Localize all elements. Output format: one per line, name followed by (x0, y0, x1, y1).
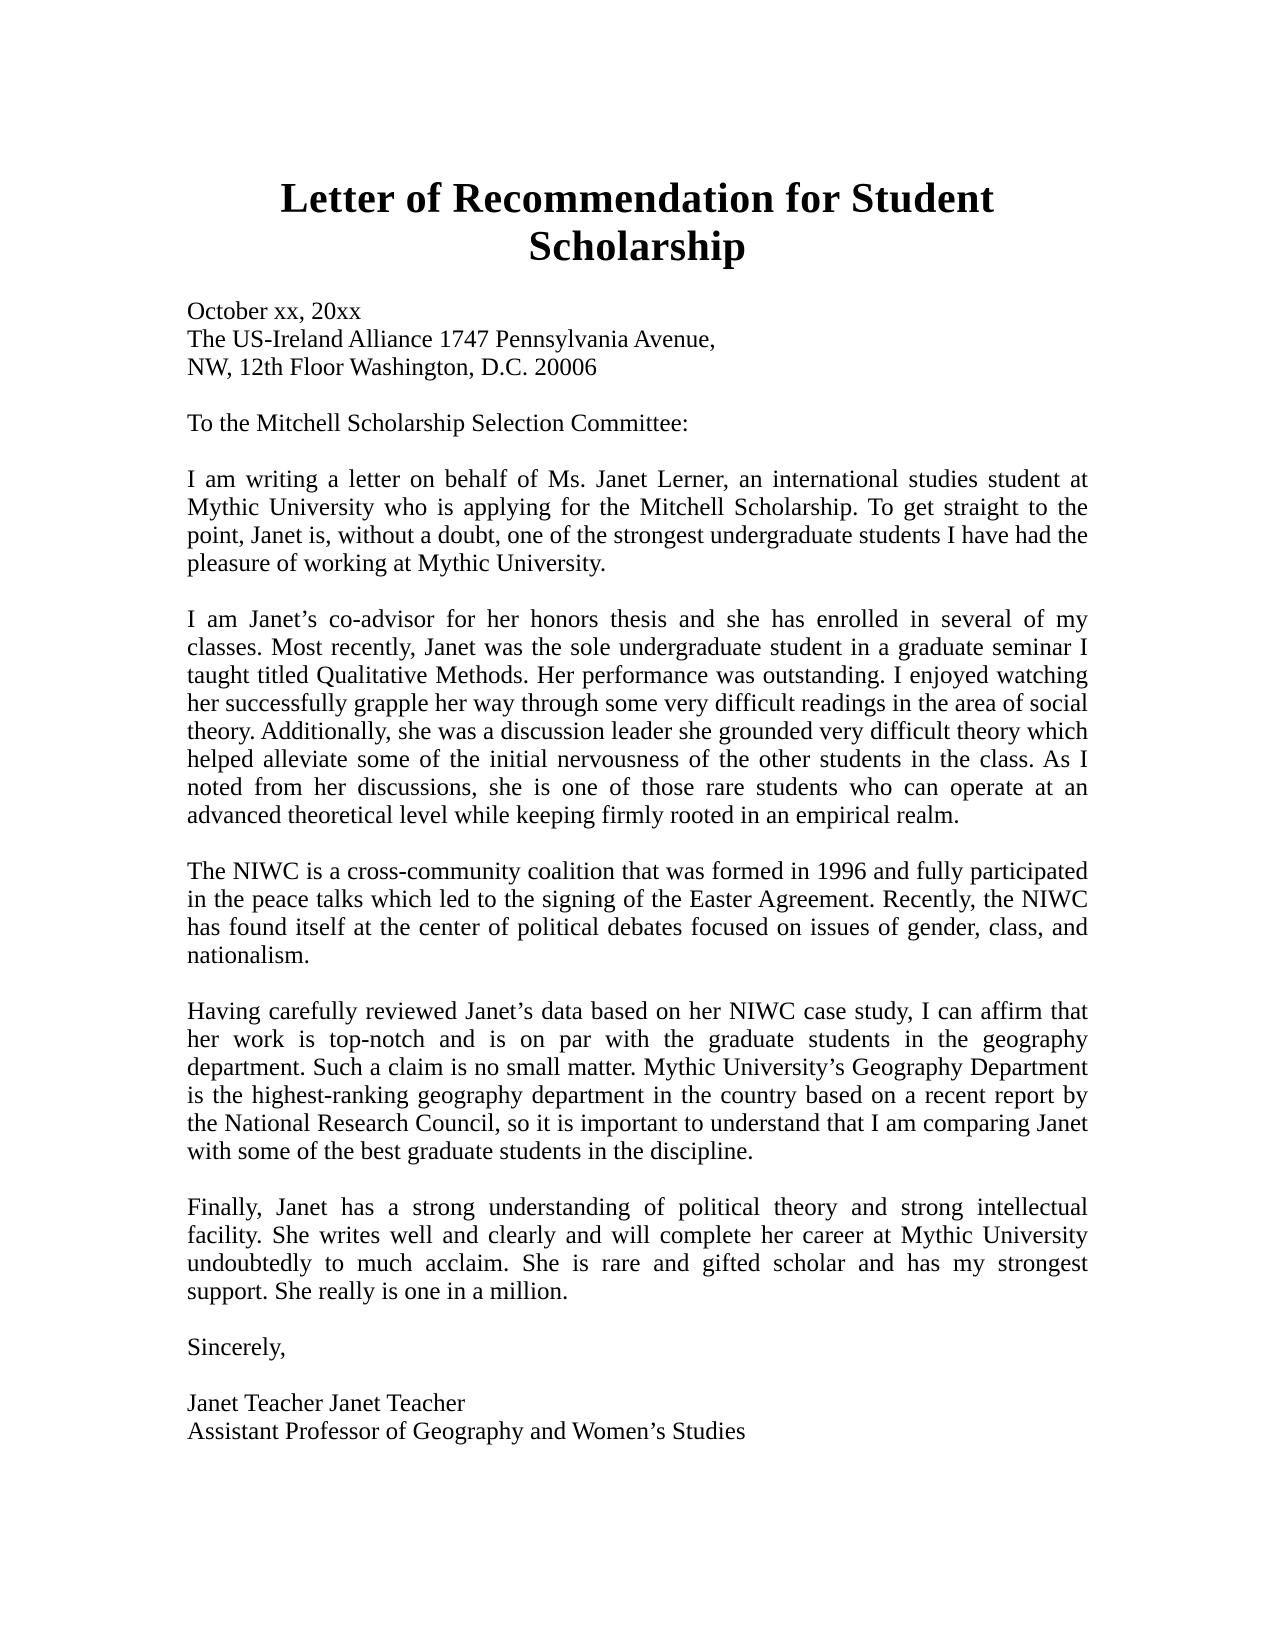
date-address-block (187, 298, 1088, 382)
signature-block (187, 1390, 1088, 1446)
paragraph-niwc: The NIWC is a cross-community coalition that was formed in 1996 and fully participated in the peace talks which led to the signing of the Easter Agreement. Recently, the NIWC has found itself at the center of political debates focused on issues of gender, class, and nationalism. (187, 858, 1088, 969)
date-line: October xx, 20xx (187, 298, 362, 325)
salutation: To the Mitchell Scholarship Selection Committee: (187, 410, 689, 437)
signature-title: Assistant Professor of Geography and Women’s Studies (187, 1418, 746, 1445)
address-line-1: The US-Ireland Alliance 1747 Pennsylvania Avenue, (187, 326, 716, 353)
letter-title: Letter of Recommendation for Student Scholarship (280, 176, 995, 270)
paragraph-assessment: Having carefully reviewed Janet’s data based on her NIWC case study, I can affirm that her work is top-notch and is on par with the graduate students in the geography department. Such a claim is no small matter. Mythic University’s Geography Department is the highest-ranking geography department in the country based on a recent report by the National Research Council, so it is important to understand that I am comparing Janet with some of the best graduate students in the discipline. (187, 998, 1088, 1165)
paragraph-conclusion: Finally, Janet has a strong understanding of political theory and strong intellectual facility. She writes well and clearly and will complete her career at Mythic University undoubtedly to much acclaim. She is rare and gifted scholar and has my strongest support. She really is one in a million. (187, 1194, 1088, 1305)
paragraph-introduction: I am writing a letter on behalf of Ms. Janet Lerner, an international studies student at Mythic University who is applying for the Mitchell Scholarship. To get straight to the point, Janet is, without a doubt, one of the strongest undergraduate students I have had the pleasure of working at Mythic University. (187, 466, 1088, 577)
address-line-2: NW, 12th Floor Washington, D.C. 20006 (187, 354, 597, 381)
closing: Sincerely, (187, 1334, 287, 1361)
paragraph-coursework: I am Janet’s co-advisor for her honors thesis and she has enrolled in several of my classes. Most recently, Janet was the sole undergraduate student in a graduate seminar I taught titled Qualitative Methods. Her performance was outstanding. I enjoyed watching her successfully grapple her way through some very difficult readings in the area of social theory. Additionally, she was a discussion leader she grounded very difficult theory which helped alleviate some of the initial nervousness of the other students in the class. As I noted from her discussions, she is one of those rare students who can operate at an advanced theoretical level while keeping firmly rooted in an empirical realm. (187, 606, 1088, 829)
signature-name: Janet Teacher Janet Teacher (187, 1390, 466, 1417)
